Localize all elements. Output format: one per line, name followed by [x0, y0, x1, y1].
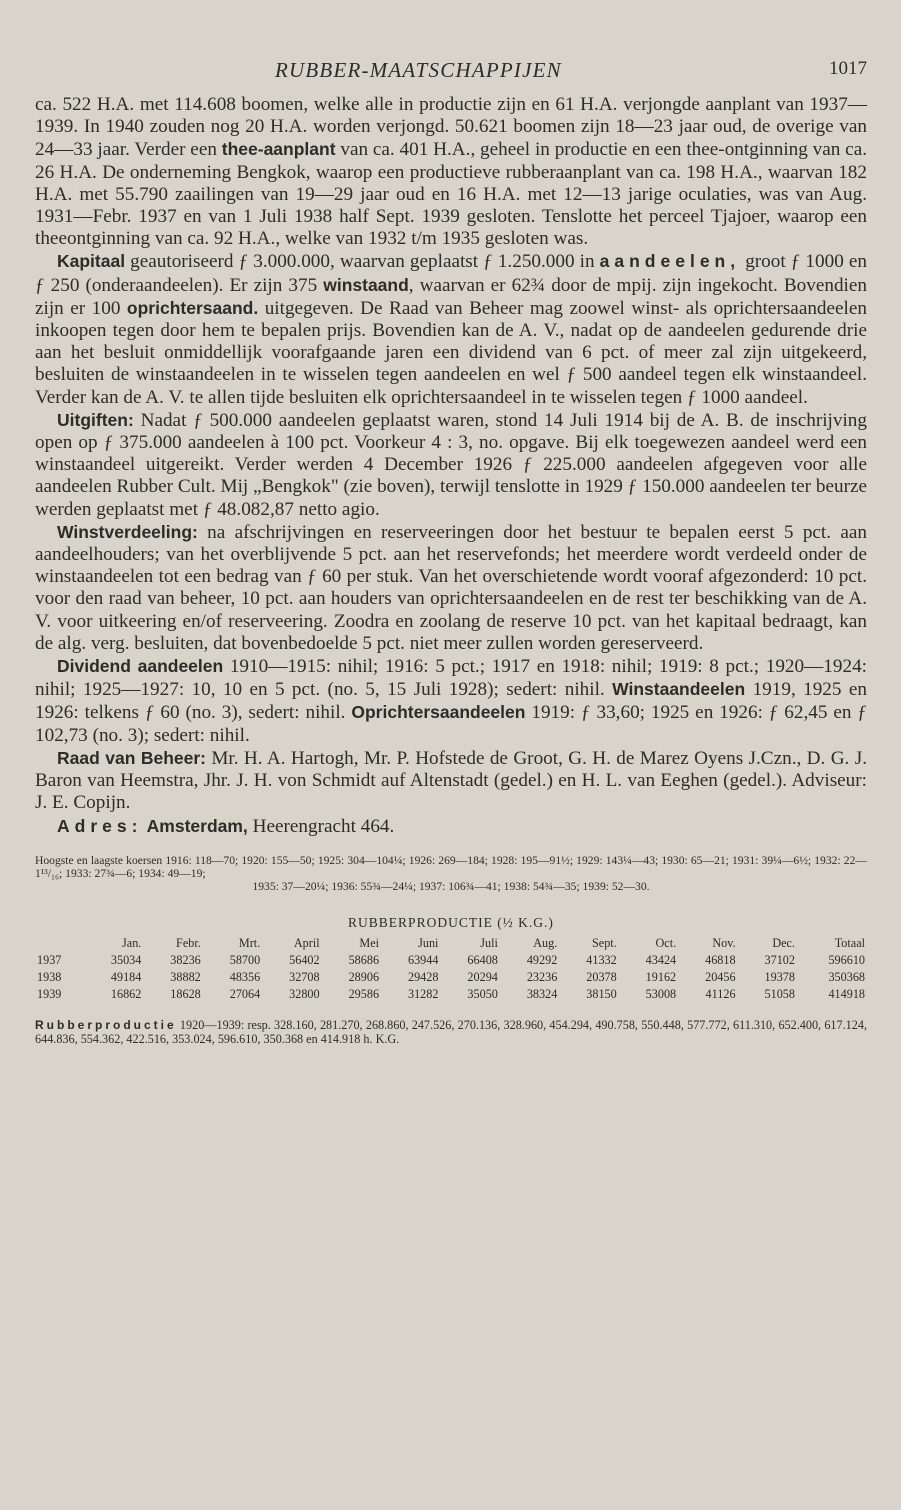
paragraph-adres: Adres: Amsterdam, Heerengracht 464. [57, 815, 395, 837]
paragraph-kapitaal: Kapitaal geautoriseerd ƒ 3.000.000, waarvan geplaatst ƒ 1.250.000 in aandeelen, groot ƒ 1000 en ƒ 250 (onderaandeelen). Er zijn 375 winstaand, waarvan er 62¾ door de mpij. zijn ingekocht. Bovendien zijn er 100 oprichtersaand. uitgegeven. De Raad van Beheer mag zoowel winst- als oprichtersaandeelen inkoopen tegen door hem te bepalen prijs. Bovendien kan de A. V., nadat op de aandeelen gedurende drie aan het besluit onmiddellijk voorafgaande jaren een dividend van 6 pct. of meer zal zijn uitgekeerd, besluiten de winstaandeelen in te wisselen tegen aandeelen en wel ƒ 500 aandeel tegen elk winstaandeel. Verder kan de A. V. te allen tijde besluiten elk oprichtersaandeel in te wisselen tegen ƒ 1000 aandeel. [35, 251, 867, 408]
col-header: Totaal [834, 936, 865, 951]
col-header: Jan. [122, 936, 142, 951]
label-oprichtersaandeelen: Oprichtersaandeelen [351, 702, 526, 723]
col-header: Nov. [712, 936, 736, 951]
paragraph-winstverdeeling: Winstverdeeling: na afschrijvingen en reserveeringen door het bestuur te bepalen eerst 5 pct. aan aandeelhouders; van het overblijvende 5 pct. aan het reservefonds; het meerdere wordt verdeeld onder de winstaandeelen tot een bedrag van ƒ 60 per stuk. Van het overschietende wordt vooraf afgezonderd: 10 pct. voor den raad van beheer, 10 pct. aan houders van oprichtersaandeelen en de rest ter beschikking van de A. V. voor uitkeering en/of reserveering. Zoodra en zoolang de reserve 10 pct. van het kapitaal bedraagt, kan de alg. verg. besluiten, dat bovenbedoelde 5 pct. niet meer zullen worden gereserveerd. [35, 521, 867, 654]
table-row: 1937 35034 38236 58700 56402 58686 63944 66408 49292 41332 43424 46818 37102 596610 [37, 953, 865, 968]
production-header-row [35, 935, 867, 952]
col-header: April [293, 936, 320, 951]
label-thee-aanplant: thee-aanplant [221, 139, 336, 160]
body-text [35, 94, 867, 838]
paragraph-plantations: ca. 522 H.A. met 114.608 boomen, welke alle in productie zijn en 61 H.A. verjongde aanplant van 1937—1939. In 1940 zouden nog 20 H.A. worden verjongd. 50.621 boomen zijn 18—23 jaar oud, de overige van 24—33 jaar. Verder een thee-aanplant van ca. 401 H.A., geheel in productie en een thee-ontginning van ca. 26 H.A. De onderneming Bengkok, waarop een productieve rubberaanplant van ca. 198 H.A., waarvan 182 H.A. met 55.790 zaailingen van 19—29 jaar oud en 16 H.A. met 12—13 jarige oculaties, was van Aug. 1931—Febr. 1937 en van 1 Juli 1938 half Sept. 1939 gesloten. Tenslotte het perceel Tjajoer, waarop een theeontginning van ca. 92 H.A., welke van 1932 t/m 1935 gesloten was. [35, 94, 868, 250]
koersen-line: Hoogste en laagste koersen 1916: 118—70; 1920: 155—50; 1925: 304—104¼; 1926: 269—184; 1928: 195—91½; 1929: 143¼—43; 1930: 65—21; 1931: 39¼—6½; 1932: 22—1¹³/₁₆; 1933: 27¾—6; 1934: 49—19; [35, 853, 867, 880]
label-oprichtersaand: oprichtersaand. [126, 297, 259, 318]
production-table [35, 935, 867, 1003]
koersen-line-2: 1935: 37—20¼; 1936: 55¾—24¼; 1937: 106¾—41; 1938: 54¾—35; 1939: 52—30. [252, 880, 650, 894]
running-title: RUBBER-MAATSCHAPPIJEN [275, 58, 562, 82]
production-summary: Rubberproductie 1920—1939: resp. 328.160, 281.270, 268.860, 247.526, 270.136, 328.960, 454.294, 490.758, 550.448, 577.772, 611.310, 652.400, 617.124, 644.836, 554.362, 422.516, 353.024, 596.610, 350.368 en 414.918 h. K.G. [35, 1018, 867, 1046]
page-number: 1017 [829, 58, 867, 79]
label-raad-van-beheer: Raad van Beheer: [57, 747, 206, 768]
col-header: Dec. [772, 936, 795, 951]
paragraph-raad-van-beheer: Raad van Beheer: Mr. H. A. Hartogh, Mr. P. Hofstede de Groot, G. H. de Marez Oyens J.Czn., D. G. J. Baron van Heemstra, Jhr. J. H. von Schmidt auf Altenstadt (gedel.) en H. L. van Eeghen (gedel.). Adviseur: J. E. Copijn. [35, 747, 867, 814]
col-header: Juli [480, 936, 498, 951]
col-header: Juni [418, 936, 439, 951]
running-head [35, 58, 867, 88]
label-kapitaal: Kapitaal [57, 251, 126, 272]
col-header [35, 935, 84, 952]
label-winstverdeeling: Winstverdeeling: [57, 521, 198, 542]
label-adres: Adres: [57, 815, 143, 836]
table-row: 1938 49184 38882 48356 32708 28906 29428 20294 23236 20378 19162 20456 19378 350368 [37, 970, 865, 985]
label-winstaand: winstaand [323, 274, 409, 295]
label-uitgiften: Uitgiften: [57, 409, 134, 430]
label-winstaandeelen: Winstaandeelen [612, 679, 746, 700]
adres-city: Amsterdam, [142, 815, 248, 836]
col-header: Sept. [592, 936, 617, 951]
col-header: Mei [359, 936, 380, 951]
col-header: Mrt. [238, 936, 261, 951]
col-header: Oct. [655, 936, 677, 951]
table-row: 1939 16862 18628 27064 32800 29586 31282 35050 38324 38150 53008 41126 51058 414918 [37, 987, 865, 1002]
production-title: RUBBERPRODUCTIE (½ K.G.) [348, 915, 554, 931]
col-header: Aug. [533, 936, 558, 951]
label-dividend: Dividend aandeelen [57, 656, 224, 677]
paragraph-uitgiften: Uitgiften: Nadat ƒ 500.000 aandeelen geplaatst waren, stond 14 Juli 1914 bij de A. B. de inschrijving open op ƒ 375.000 aandeelen à 100 pct. Voorkeur 4 : 3, no. opgave. Bij elk toegewezen aandeel werd een winstaandeel uitgereikt. Verder werden 4 December 1926 ƒ 225.000 aandeelen afgegeven voor alle aandeelen Rubber Cult. Mij „Bengkok" (zie boven), terwijl tenslotte in 1929 ƒ 150.000 aandeelen ter beurze werden geplaatst met ƒ 48.082,87 netto agio. [35, 409, 867, 520]
paragraph-dividend: Dividend aandeelen 1910—1915: nihil; 1916: 5 pct.; 1917 en 1918: nihil; 1919: 8 pct.; 1920—1924: nihil; 1925—1927: 10, 10 en 5 pct. (no. 5, 15 Juli 1928); sedert: nihil. Winstaandeelen 1919, 1925 en 1926: telkens ƒ 60 (no. 3), sedert: nihil. Oprichtersaandeelen 1919: ƒ 33,60; 1925 en 1926: ƒ 62,45 en ƒ 102,73 (no. 3); sedert: nihil. [35, 656, 867, 746]
label-rubberproductie: Rubberproductie [35, 1018, 177, 1033]
col-header: Febr. [176, 936, 201, 951]
label-aandeelen: aandeelen, [599, 251, 741, 272]
